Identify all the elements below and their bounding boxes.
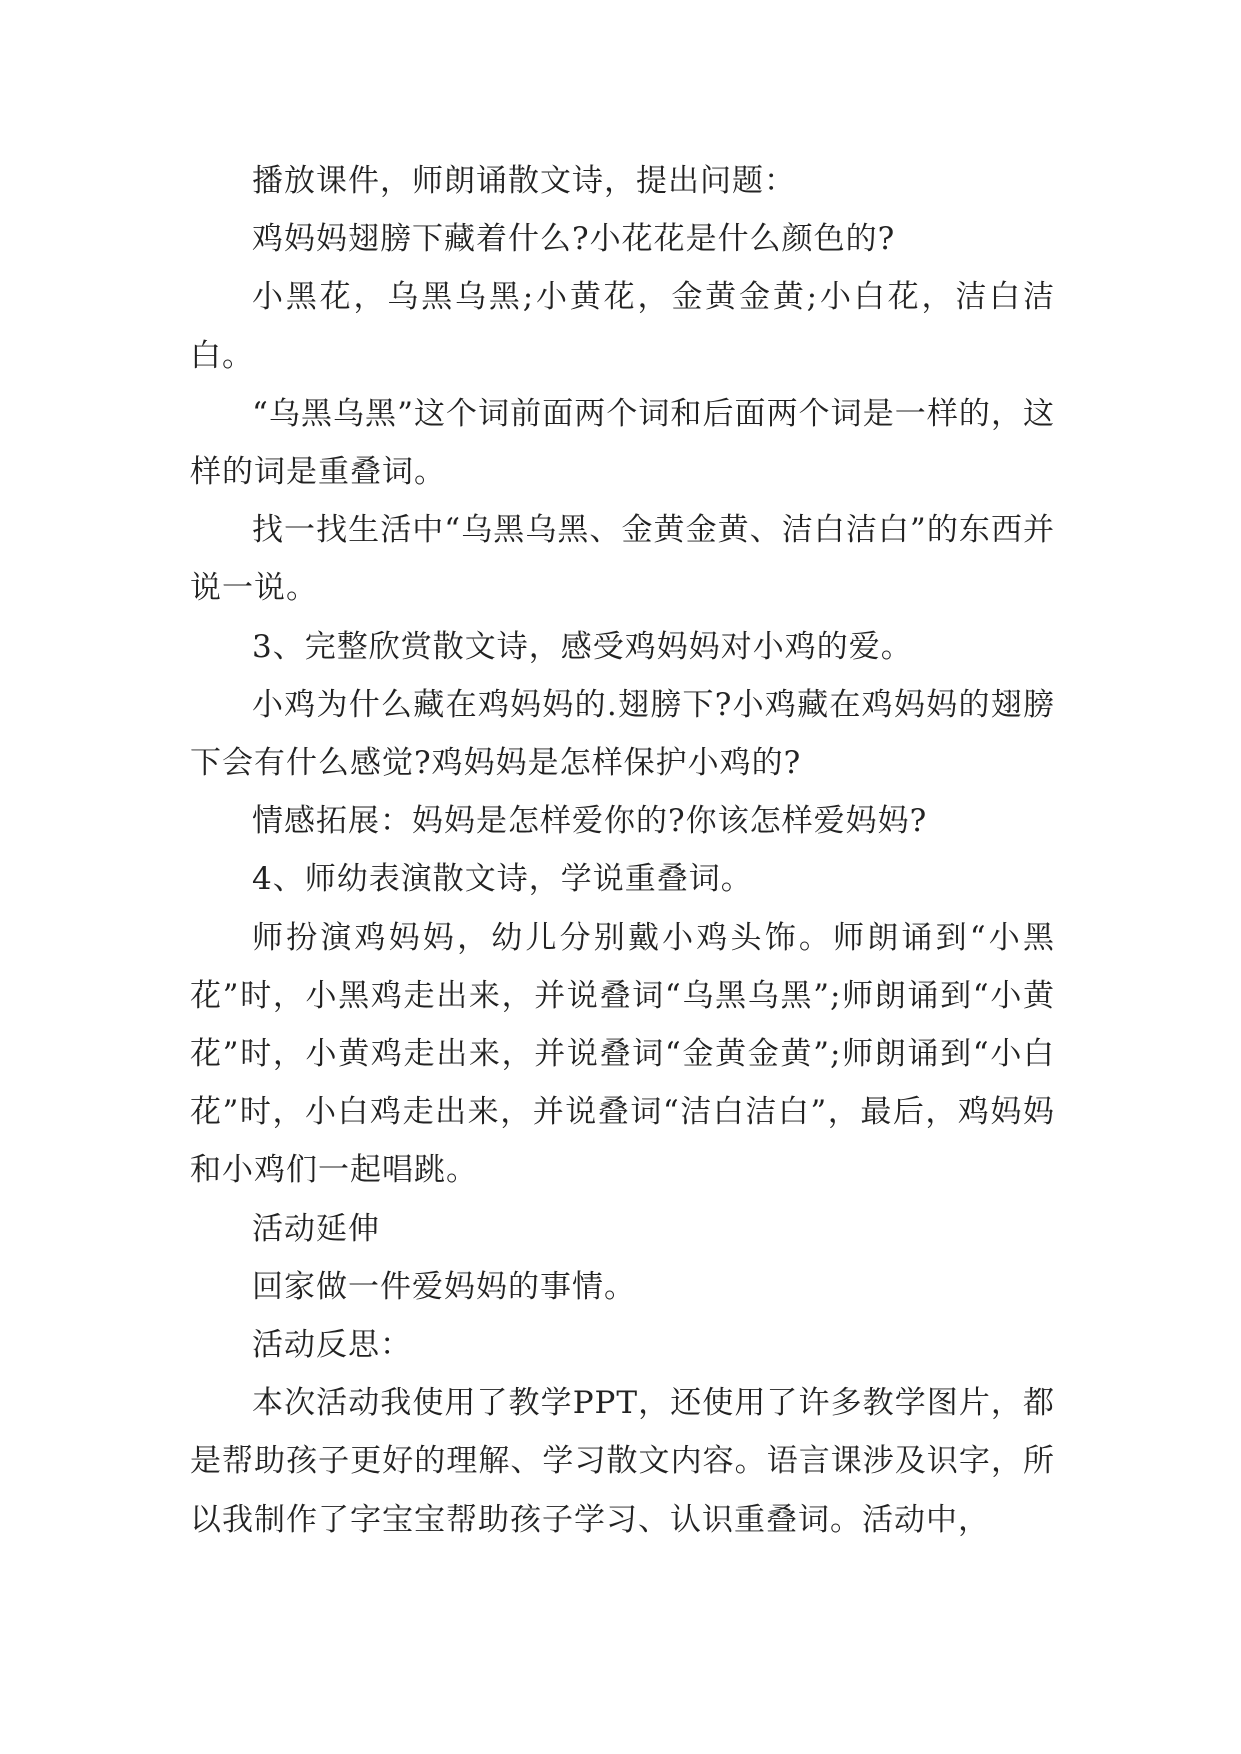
paragraph: 找一找生活中“乌黑乌黑、金黄金黄、洁白洁白”的东西并说一说。 — [190, 512, 1055, 607]
paragraph: 小鸡为什么藏在鸡妈妈的.翅膀下?小鸡藏在鸡妈妈的翅膀下会有什么感觉?鸡妈妈是怎样保护小鸡的? — [190, 686, 1055, 782]
paragraph: 回家做一件爱妈妈的事情。 — [252, 1268, 636, 1305]
paragraph: 小黑花，乌黑乌黑;小黄花，金黄金黄;小白花，洁白洁白。 — [190, 279, 1055, 374]
paragraph: 鸡妈妈翅膀下藏着什么?小花花是什么颜色的? — [252, 221, 896, 258]
paragraph: “乌黑乌黑”这个词前面两个词和后面两个词是一样的，这样的词是重叠词。 — [190, 395, 1055, 491]
paragraph: 3、完整欣赏散文诗，感受鸡妈妈对小鸡的爱。 — [252, 628, 913, 665]
paragraph: 师扮演鸡妈妈，幼儿分别戴小鸡头饰。师朗诵到“小黑花”时，小黑鸡走出来，并说叠词“乌黑乌黑”;师朗诵到“小黄花”时，小黄鸡走出来，并说叠词“金黄金黄”;师朗诵到“小白花”时，小白鸡走出来，并说叠词“洁白洁白”，最后，鸡妈妈和小鸡们一起唱跳。 — [190, 919, 1055, 1189]
paragraph: 活动延伸 — [252, 1210, 380, 1247]
paragraph: 情感拓展：妈妈是怎样爱你的?你该怎样爱妈妈? — [252, 803, 928, 840]
paragraph: 活动反思： — [252, 1327, 412, 1364]
paragraph: 本次活动我使用了教学PPT，还使用了许多教学图片，都是帮助孩子更好的理解、学习散文内容。语言课涉及识字，所以我制作了字宝宝帮助孩子学习、认识重叠词。活动中， — [190, 1385, 1055, 1538]
paragraph: 播放课件，师朗诵散文诗，提出问题： — [252, 163, 796, 199]
paragraph: 4、师幼表演散文诗，学说重叠词。 — [252, 861, 753, 898]
